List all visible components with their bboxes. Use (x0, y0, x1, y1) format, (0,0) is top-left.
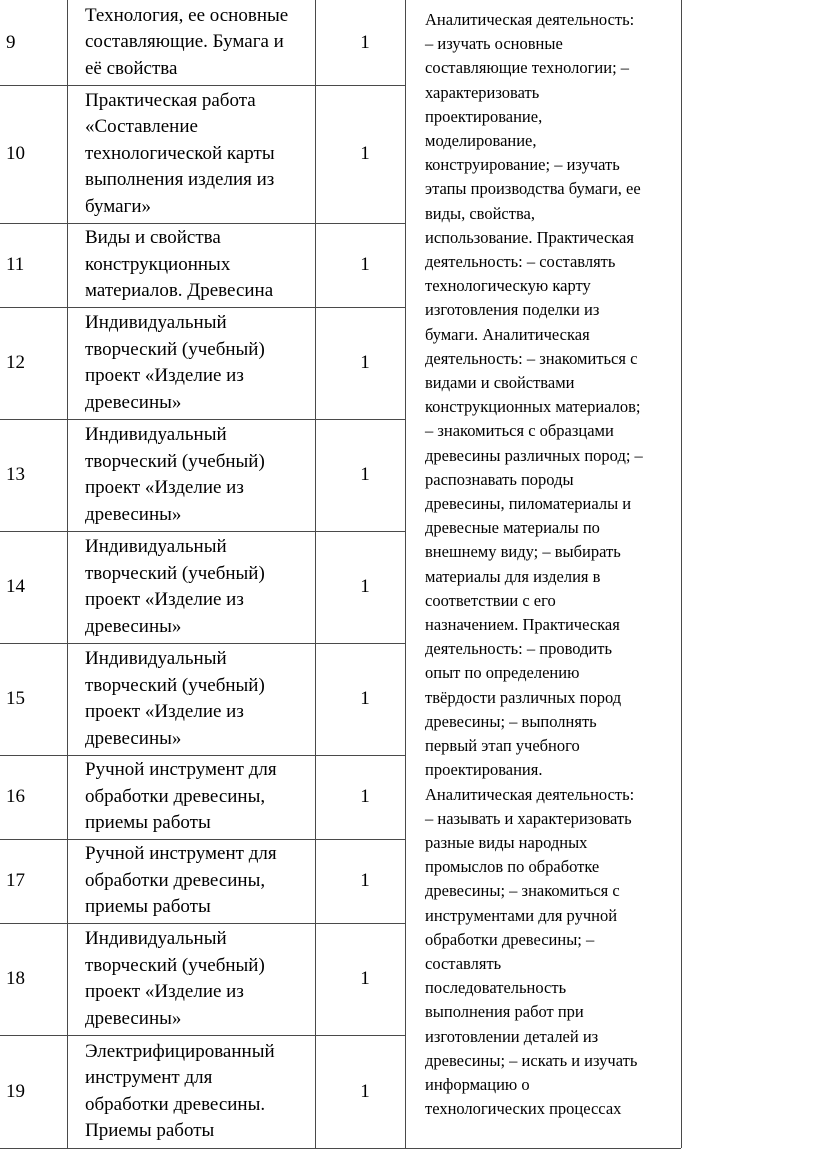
lesson-hours: 1 (360, 688, 370, 709)
table-bottom-border (0, 1148, 681, 1149)
table-row-border (0, 531, 405, 532)
row-number: 18 (6, 968, 25, 989)
table-row-border (0, 839, 405, 840)
lesson-topic: Индивидуальный творческий (учебный) проект «Изделие из древесины» (85, 928, 265, 1029)
row-number: 10 (6, 143, 25, 164)
table-row-border (0, 223, 405, 224)
table-row-border (0, 755, 405, 756)
lesson-topic: Технология, ее основные составляющие. Бумага и её свойства (85, 4, 289, 79)
table-row-border (0, 85, 405, 86)
row-number: 14 (6, 576, 25, 597)
lesson-hours: 1 (360, 786, 370, 807)
lesson-topic: Электрифицированный инструмент для обработки древесины. Приемы работы (85, 1040, 275, 1141)
row-number: 13 (6, 464, 25, 485)
lesson-topic: Индивидуальный творческий (учебный) проект «Изделие из древесины» (85, 424, 265, 525)
table-column-border (67, 0, 68, 1148)
row-number: 12 (6, 352, 25, 373)
row-number: 19 (6, 1080, 25, 1102)
lesson-hours: 1 (360, 143, 370, 164)
lesson-hours: 1 (360, 464, 370, 485)
lesson-topic: Практическая работа «Составление технологической карты выполнения изделия из бумаги» (85, 89, 275, 217)
row-number: 15 (6, 688, 25, 709)
lesson-hours: 1 (360, 968, 370, 989)
table-row-border (0, 923, 405, 924)
lesson-hours: 1 (360, 1080, 370, 1102)
lesson-hours: 1 (360, 352, 370, 373)
lesson-hours: 1 (360, 870, 370, 891)
lesson-hours: 1 (360, 31, 370, 53)
lesson-topic: Индивидуальный творческий (учебный) проект «Изделие из древесины» (85, 648, 265, 749)
row-number: 9 (6, 31, 16, 53)
lesson-hours: 1 (360, 576, 370, 597)
lesson-hours: 1 (360, 254, 370, 275)
lesson-topic: Индивидуальный творческий (учебный) проект «Изделие из древесины» (85, 536, 265, 637)
lesson-topic: Ручной инструмент для обработки древесины, приемы работы (85, 759, 277, 834)
table-column-border (405, 0, 406, 1148)
table-row-border (0, 419, 405, 420)
table-row-border (0, 1035, 405, 1036)
table-row-border (0, 643, 405, 644)
table-column-border (681, 0, 682, 1148)
table-column-border (315, 0, 316, 1148)
row-number: 16 (6, 786, 25, 807)
lesson-topic: Виды и свойства конструкционных материалов. Древесина (85, 227, 274, 302)
lesson-topic: Ручной инструмент для обработки древесины, приемы работы (85, 843, 277, 918)
row-number: 17 (6, 870, 25, 891)
lesson-topic: Индивидуальный творческий (учебный) проект «Изделие из древесины» (85, 312, 265, 413)
row-number: 11 (6, 254, 25, 275)
activity-cell-text: Аналитическая деятельность: – изучать основные составляющие технологии; – характеризовать проектирование, моделирование, конструирование; – изучать этапы производства бумаги, ее виды, свойства, использование. Практическая деятельность: – составлять технологическую карту изготовления поделки из бумаги. Аналитическая деятельность: – знакомиться с видами и свойствами конструкционных материалов; – знакомиться с образцами древесины различных пород; – распознавать породы древесины, пиломатериалы и древесные материалы по внешнему виду; – выбирать материалы для изделия в соответствии с его назначением. Практическая деятельность: – проводить опыт по определению твёрдости различных пород древесины; – выполнять первый этап учебного проектирования. Аналитическая деятельность: – называть и характеризовать разные виды народных промыслов по обработке древесины; – знакомиться с инструментами для ручной обработки древесины; – составлять последовательность выполнения работ при изготовлении деталей из древесины; – искать и изучать информацию о технологических процессах (425, 10, 643, 1119)
table-row-border (0, 307, 405, 308)
